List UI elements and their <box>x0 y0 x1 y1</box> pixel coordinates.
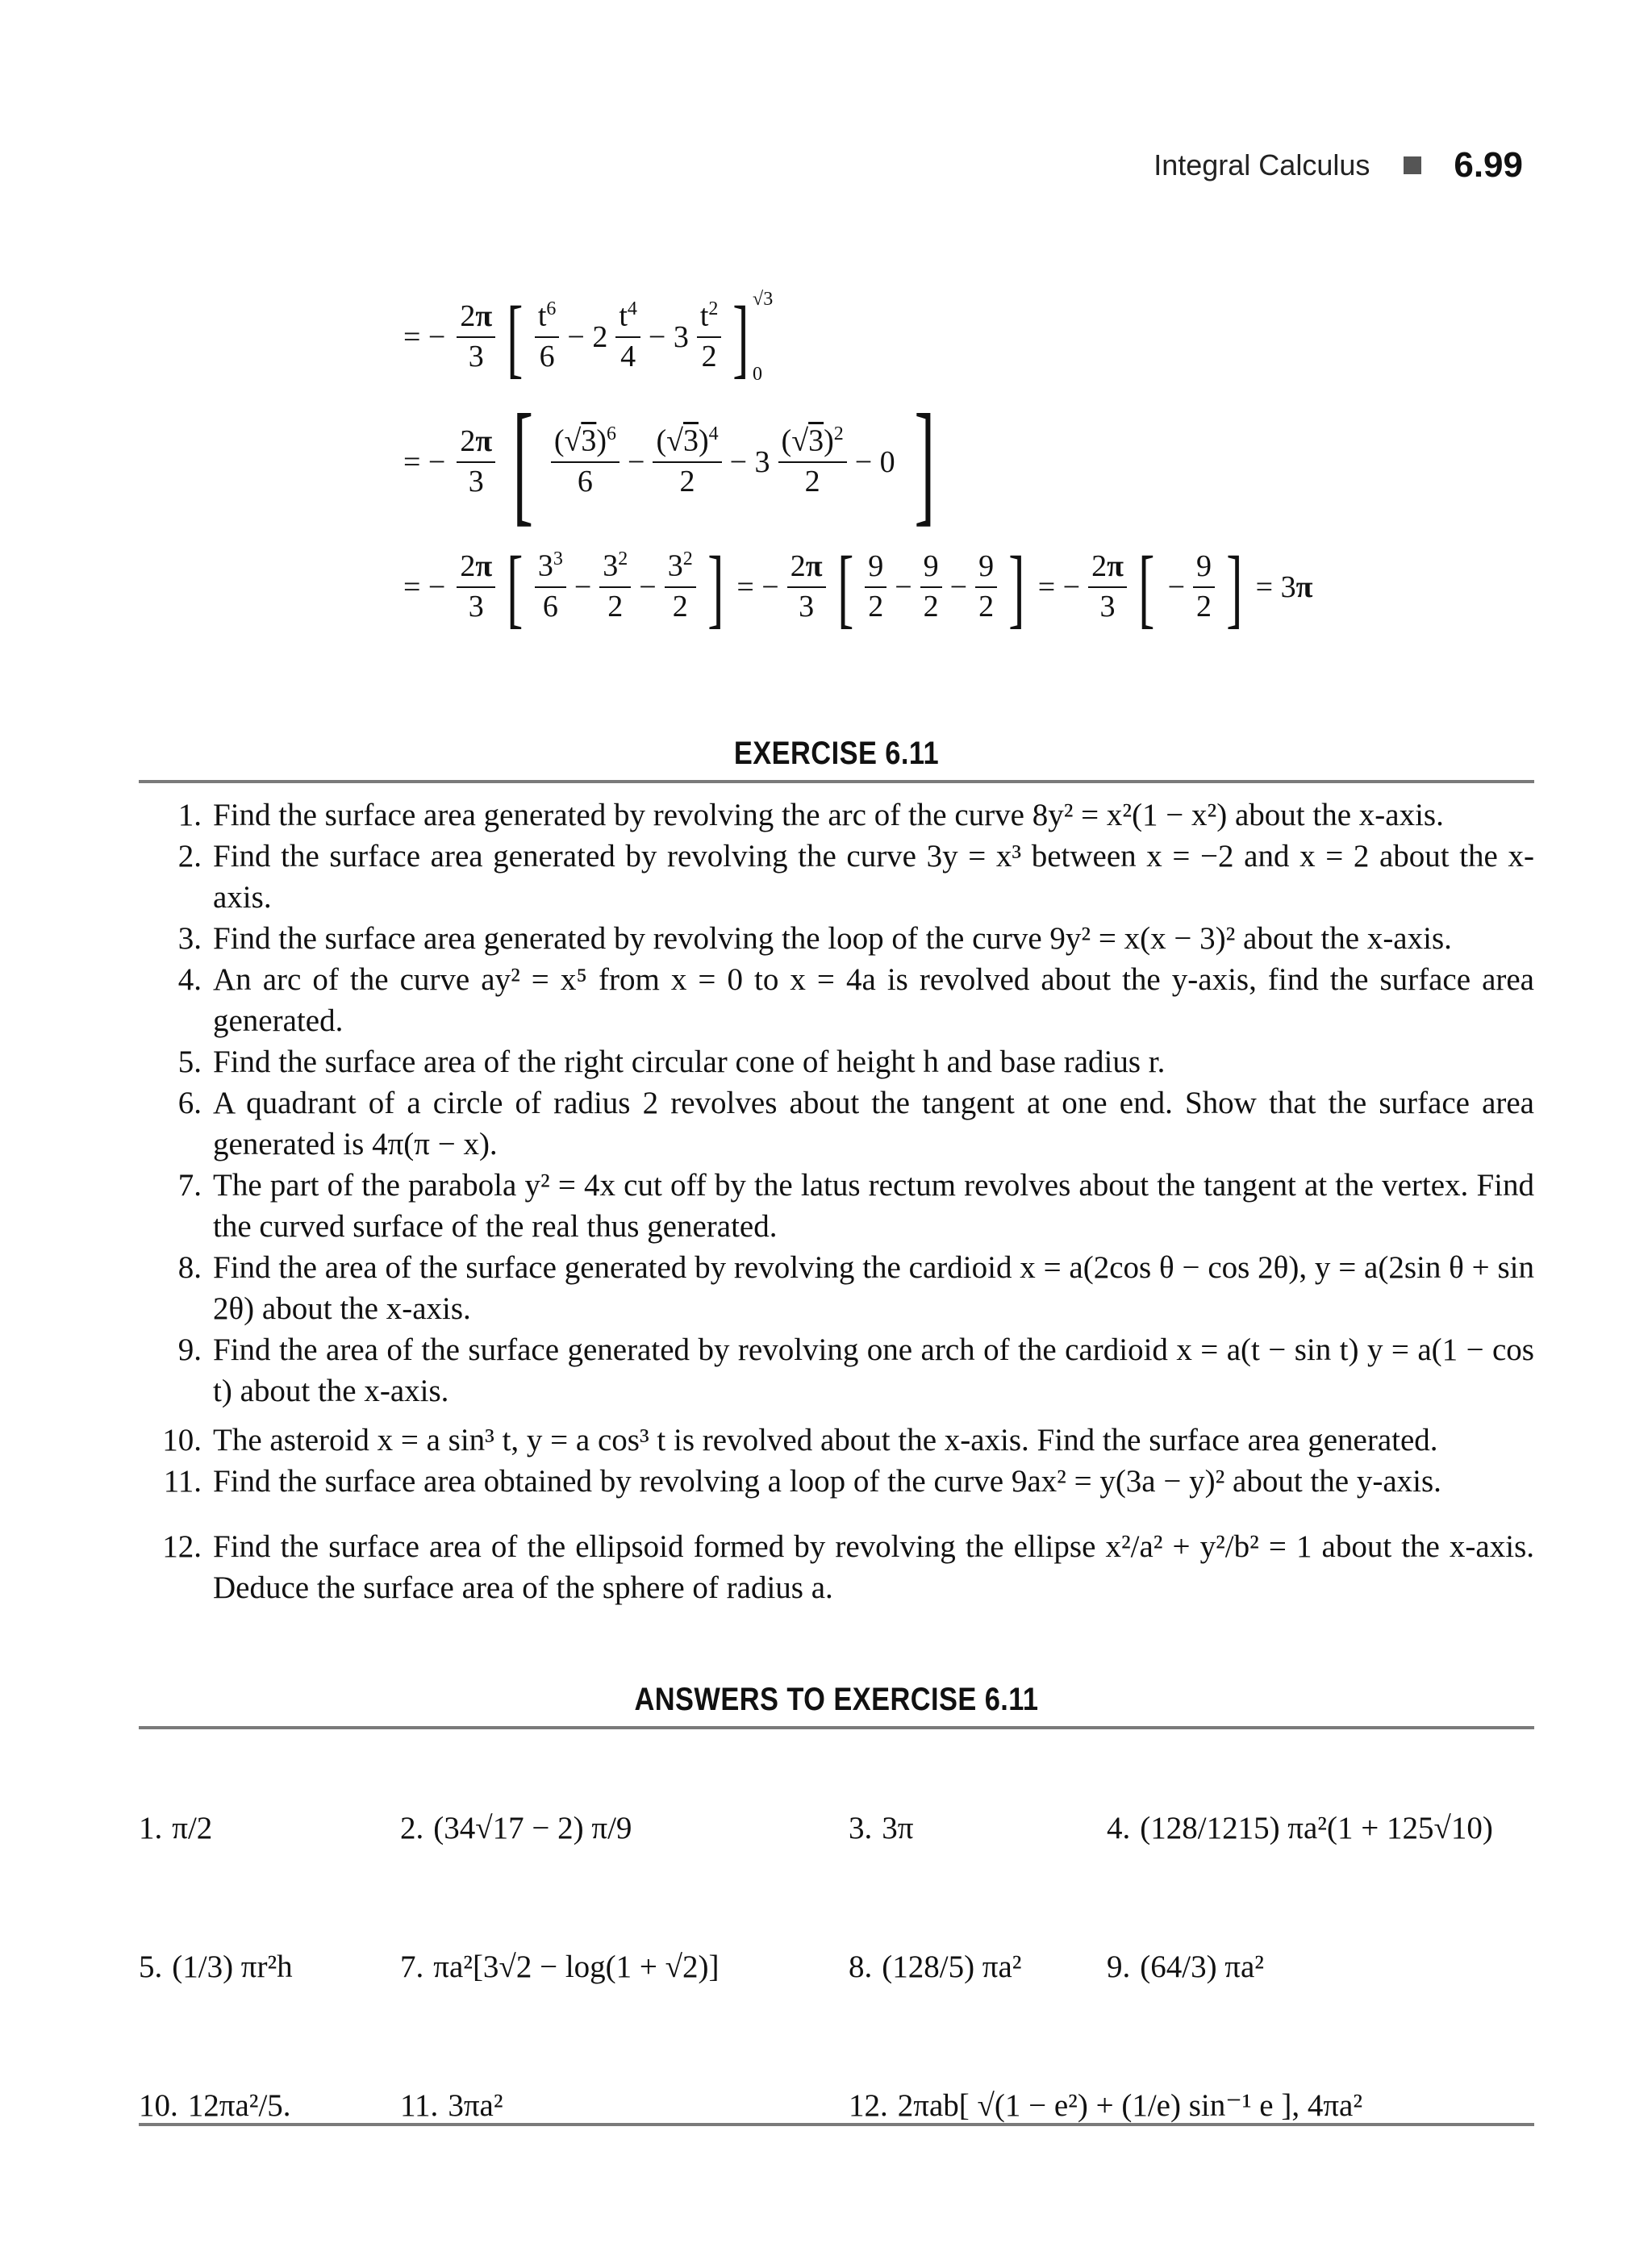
square-bullet-icon <box>1404 156 1421 174</box>
derivation <box>403 274 1533 649</box>
answer-item: 4. (128/1215) πa²(1 + 125√10) <box>1107 1810 1493 1845</box>
list-item: 11. Find the surface area obtained by revolving a loop of the curve 9ax² = y(3a − y)² about the y-axis. <box>163 1464 1441 1499</box>
answers-grid <box>139 1758 1534 2175</box>
answer-item: 5. (1/3) πr²h <box>139 1949 293 1984</box>
answers-row <box>139 1897 1534 2036</box>
answers-row <box>139 2036 1534 2175</box>
answers-heading-block <box>139 1682 1534 1729</box>
list-item: 8. Find the area of the surface generated by revolving the cardioid x = a(2cos θ − cos 2θ), y = a(2sin θ + sin 2θ) about the x-axis. <box>177 1250 1534 1326</box>
answers-heading: ANSWERS TO EXERCISE 6.11 <box>634 1682 1039 1717</box>
list-item: 7. The part of the parabola y² = 4x cut off by the latus rectum revolves about the tangent at the vertex. Find the curved surface of the real thus generated. <box>177 1168 1534 1244</box>
section-title: Integral Calculus <box>1153 148 1370 181</box>
answer-item: 11. 3πa² <box>400 2087 503 2123</box>
answer-item: 12. 2πab[ √(1 − e²) + (1/e) sin⁻¹ e ], 4πa² <box>849 2087 1363 2123</box>
list-item: 4. An arc of the curve ay² = x⁵ from x = 0 to x = 4a is revolved about the y-axis, find the surface area generated. <box>177 962 1534 1038</box>
list-item: 6. A quadrant of a circle of radius 2 revolves about the tangent at one end. Show that the surface area generated is 4π(π − x). <box>177 1086 1534 1161</box>
derivation-line-2: = − $\frac{2\pi}{3}$ [ $\frac{(√3)^6}{6}$ − $\frac{(√3)^4}{2}$ − 3 $\frac{(√3)^2}{2}$ − 0 ] <box>403 386 935 538</box>
exercise-list <box>139 794 1534 1608</box>
answer-item: 7. πa²[3√2 − log(1 + √2)] <box>400 1949 720 1984</box>
exercise-heading-block <box>139 736 1534 783</box>
list-item: 12. Find the surface area of the ellipsoid formed by revolving the ellipse x²/a² + y²/b² = 1 about the x-axis. Deduce the surface area of the sphere of radius a. <box>162 1529 1534 1605</box>
answer-item: 8. (128/5) πa² <box>849 1949 1022 1984</box>
list-item: 2. Find the surface area generated by revolving the curve 3y = x³ between x = −2 and x = 2 about the x-axis. <box>177 839 1534 915</box>
bottom-rule <box>139 2123 1534 2126</box>
answer-item: 1. π/2 <box>139 1810 213 1845</box>
list-item: 5. Find the surface area of the right circular cone of height h and base radius r. <box>177 1045 1166 1079</box>
running-header <box>1153 145 1523 186</box>
list-item: 3. Find the surface area generated by revolving the loop of the curve 9y² = x(x − 3)² about the x-axis. <box>177 921 1452 956</box>
list-item: 10. The asteroid x = a sin³ t, y = a cos³ t is revolved about the x-axis. Find the surface area generated. <box>162 1423 1438 1457</box>
list-item: 1. Find the surface area generated by revolving the arc of the curve 8y² = x²(1 − x²) about the x-axis. <box>177 798 1444 832</box>
heading-rule <box>139 1726 1534 1729</box>
exercise-heading: EXERCISE 6.11 <box>733 736 940 771</box>
list-item: 9. Find the area of the surface generated by revolving one arch of the cardioid x = a(t − sin t) y = a(1 − cos t) about the x-axis. <box>177 1332 1534 1408</box>
answer-item: 9. (64/3) πa² <box>1107 1949 1265 1984</box>
answer-item: 10. 12πa²/5. <box>139 2087 291 2123</box>
heading-rule <box>139 780 1534 783</box>
derivation-line-1: = − $\frac{2\pi}{3}$ [ $\frac{t^6}{6}$ − 2 $\frac{t^4}{4}$ − 3 $\frac{t^2}{2}$ ] √3 0 <box>403 287 774 386</box>
answers-row <box>139 1758 1534 1897</box>
answer-item: 2. (34√17 − 2) π/9 <box>400 1810 632 1845</box>
derivation-line-3: = − $\frac{2\pi}{3}$ [ $\frac{3^3}{6}$ − $\frac{3^2}{2}$ − $\frac{3^2}{2}$ ] = − $\frac{2\pi}{3}$ [ $\frac{9}{2}$ − $\frac{9}{2}$ − $\frac{9}{2}$ ] = − $\frac{2\pi}{3}$ [ − $\frac{9}{2}$ ] = 3π <box>403 537 1313 636</box>
answer-item: 3. 3π <box>849 1810 914 1845</box>
page-number: 6.99 <box>1454 145 1523 185</box>
